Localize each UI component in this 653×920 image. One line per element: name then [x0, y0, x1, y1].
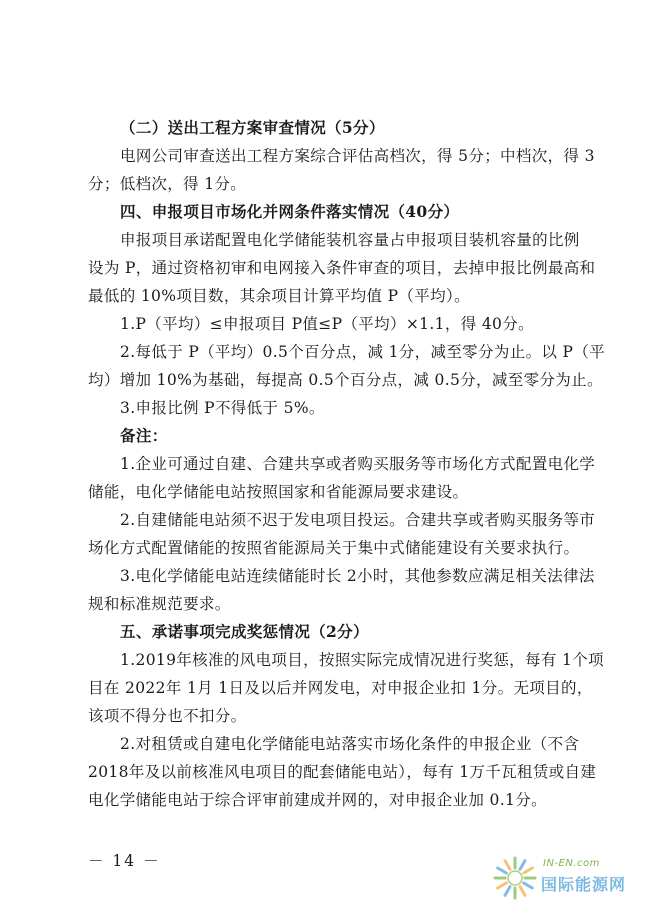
text-line: 储能，电化学储能电站按照国家和省能源局要求建设。: [88, 483, 469, 501]
text-line: 申报项目承诺配置电化学储能装机容量占申报项目装机容量的比例: [120, 231, 580, 249]
section-heading: 五、承诺事项完成奖惩情况（2分）: [120, 622, 369, 641]
text-line: 该项不得分也不扣分。: [88, 707, 247, 725]
text-line: 2018年及以前核准风电项目的配套储能电站），每有 1万千瓦租赁或自建: [88, 763, 597, 781]
sun-ray: [520, 887, 525, 896]
text-line: 电网公司审查送出工程方案综合评估高档次，得 5分；中档次，得 3: [120, 147, 595, 165]
text-line: 2.自建储能电站须不迟于发电项目投运。合建共享或者购买服务等市: [120, 511, 596, 529]
section-heading: （二）送出工程方案审查情况（5分）: [120, 118, 385, 137]
sun-ray: [498, 868, 507, 873]
watermark-text-cn: 国际能源网: [541, 875, 627, 894]
watermark-text-en: IN-EN.com: [543, 858, 600, 869]
sun-ray: [498, 883, 507, 888]
sun-ray: [524, 868, 533, 873]
section-heading: 备注：: [120, 426, 168, 445]
document-body: [88, 114, 606, 814]
text-line: 2.对租赁或自建电化学储能电站落实市场化条件的申报企业（不含: [120, 735, 580, 753]
section-heading: 四、申报项目市场化并网条件落实情况（40分）: [120, 202, 460, 221]
text-line: 1.企业可通过自建、合建共享或者购买服务等市场化方式配置电化学: [120, 455, 596, 473]
page-number: － 14 －: [88, 852, 161, 870]
text-line: 均）增加 10%为基础，每提高 0.5个百分点，减 0.5分，减至零分为止。: [88, 371, 603, 389]
text-line: 电化学储能电站于综合评审前建成并网的，对申报企业加 0.1分。: [88, 791, 547, 809]
text-line: 3.电化学储能电站连续储能时长 2小时，其他参数应满足相关法律法: [120, 567, 595, 585]
sun-ray: [520, 861, 525, 870]
text-line: 2.每低于 P（平均）0.5个百分点，减 1分，减至零分为止。以 P（平: [120, 343, 606, 361]
sun-ray: [505, 887, 510, 896]
text-line: 3.申报比例 P不得低于 5%。: [120, 399, 325, 417]
text-line: 场化方式配置储能的按照省能源局关于集中式储能建设有关要求执行。: [88, 539, 580, 557]
sun-logo-icon: [491, 850, 539, 906]
sun-ray: [524, 883, 533, 888]
text-line: 分；低档次，得 1分。: [88, 175, 247, 193]
text-line: 设为 P，通过资格初审和电网接入条件审查的项目，去掉申报比例最高和: [88, 259, 596, 277]
text-line: 1.P（平均）≤申报项目 P值≤P（平均）×1.1，得 40分。: [120, 315, 534, 333]
text-line: 目在 2022年 1月 1日及以后并网发电，对申报企业扣 1分。无项目的，: [88, 679, 593, 697]
text-line: 规和标准规范要求。: [88, 595, 231, 613]
watermark: [491, 850, 641, 908]
sun-ray: [505, 861, 510, 870]
text-line: 1.2019年核准的风电项目，按照实际完成情况进行奖惩，每有 1个项: [120, 651, 604, 669]
text-line: 最低的 10%项目数，其余项目计算平均值 P（平均）。: [88, 287, 470, 305]
